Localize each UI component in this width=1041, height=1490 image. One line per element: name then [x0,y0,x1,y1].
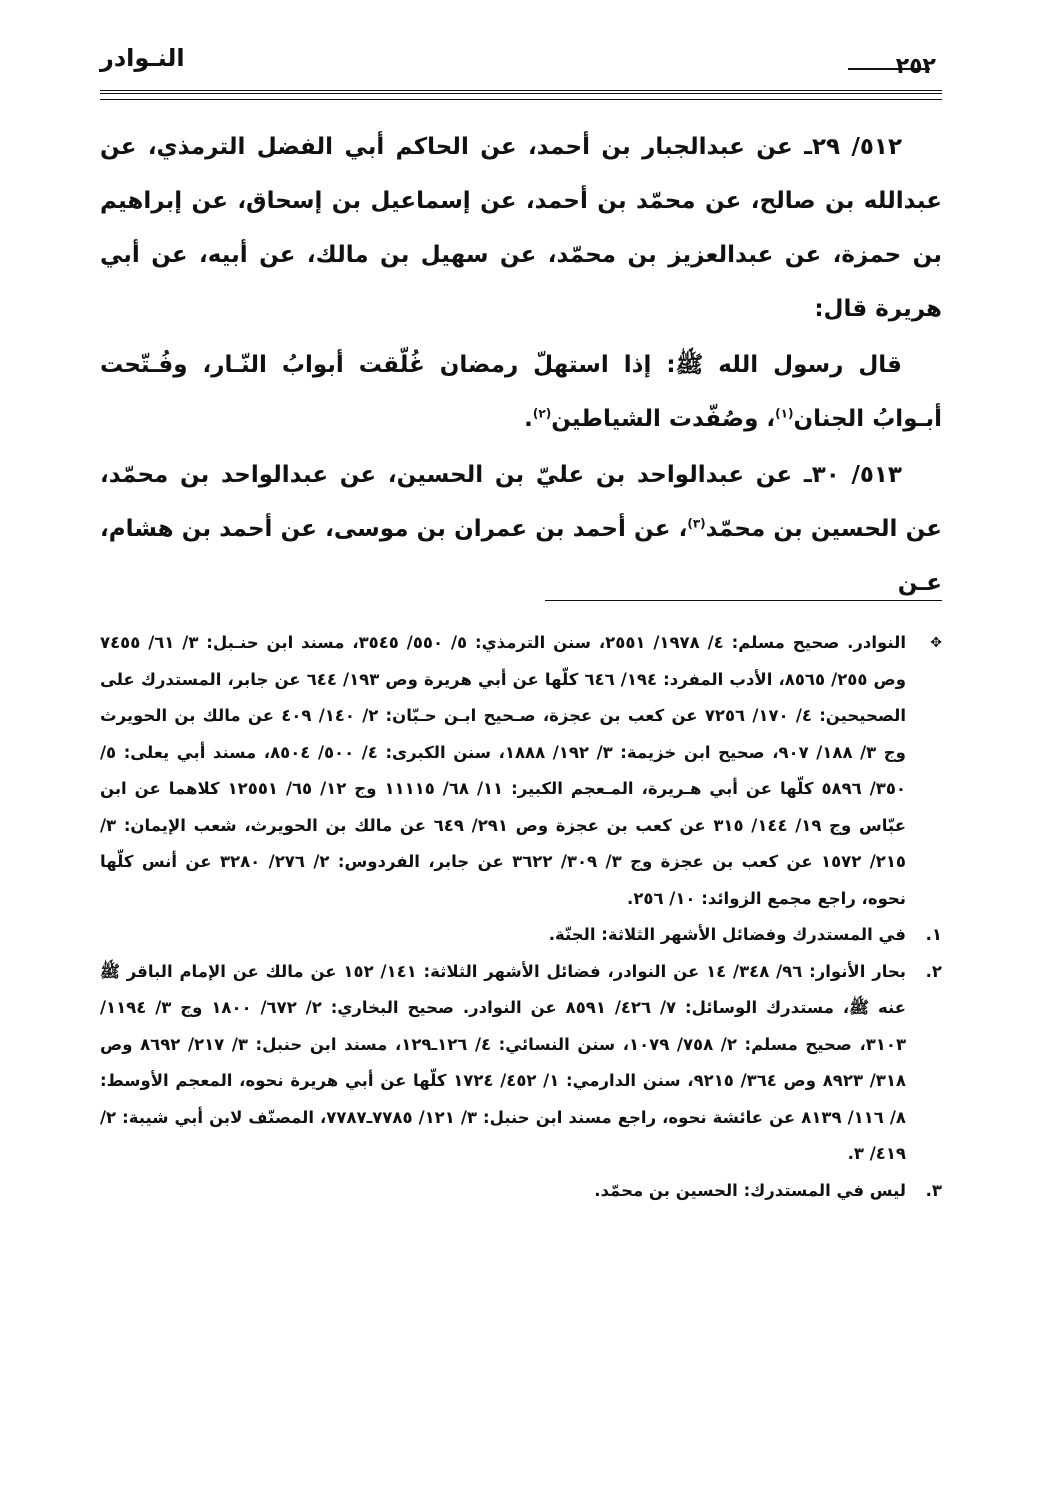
footnote-3-text: ليس في المستدرك: الحسين بن محمّد. [594,1180,906,1200]
footnotes [100,625,942,1209]
main-text [100,120,942,610]
hadith-512-matn [100,338,942,446]
footnote-ref-2[interactable]: (٢) [532,406,552,421]
running-header [100,40,942,100]
hadith-512-text: ٥١٢/ ٢٩ـ عن عبدالجبار بن أحمد، عن الحاكم أبي الفضل الترمذي، عن عبدالله بن صالح، عن محمّد بن أحمد، عن إسماعيل بن إسحاق، عن إبراهيم بن حمزة، عن عبدالعزيز بن محمّد، عن سهيل بن مالك، عن أبيه، عن أبي هريرة قال: [100,134,942,322]
hadith-512-matn-end: . [524,406,533,432]
footnote-source-marker: ✥ [930,635,942,651]
header-rule-thin [100,99,942,100]
hadith-513-text: ٥١٣/ ٣٠ـ عن عبدالواحد بن عليّ بن الحسين، عن عبدالواحد بن محمّد، عن الحسين بن محمّد [100,462,943,542]
header-rule [100,90,942,96]
footnote-1-marker: ١. [925,925,942,944]
footnote-1 [100,917,942,954]
footnote-3 [100,1173,942,1210]
footnote-2-marker: ٢. [925,961,942,981]
page-number: ٢٥٢ [895,54,936,79]
footnote-3-marker: ٣. [925,1180,942,1200]
footnote-source-text: النوادر. صحيح مسلم: ٤/ ١٩٧٨/ ٢٥٥١، سنن الترمذي: ٥/ ٥٥٠/ ٣٥٤٥، مسند ابن حنـبل: ٣/ ٦١/ ٧٤٥٥ وص ٢٥٥/ ٨٥٦٥، الأدب المفرد: ١٩٤/ ٦٤٦ كلّها عن أبي هريرة وص ١٩٣/ ٦٤٤ عن جابر، المستدرك على الصحيحين: ٤/ ١٧٠/ ٧٢٥٦ عن كعب بن عجزة، صـحيح ابـن حـبّان: ٢/ ١٤٠/ ٤٠٩ عن مالك بن الحويرث وج ٣/ ١٨٨/ ٩٠٧، صحيح ابن خزيمة: ٣/ ١٩٢/ ١٨٨٨، سنن الكبرى: ٤/ ٥٠٠/ ٨٥٠٤، مسند أبي يعلى: ٥/ ٣٥٠/ ٥٨٩٦ كلّها عن أبي هـريرة، المـعجم الكبير: ١١/ ٦٨/ ١١١١٥ وج ١٢/ ٦٥/ ١٢٥٥١ كلاهما عن ابن عبّاس وج ١٩/ ١٤٤/ ٣١٥ عن كعب بن عجزة وص ٢٩١/ ٦٤٩ عن مالك بن الحويرث، شعب الإيمان: ٣/ ٢١٥/ ١٥٧٢ عن كعب بن عجزة وج ٣/ ٣٠٩/ ٣٦٢٢ عن جابر، الفردوس: ٢/ ٢٧٦/ ٣٢٨٠ عن أنس كلّها نحوه، راجع مجمع الزوائد: ١٠/ ٢٥٦. [100,633,907,908]
footnote-ref-3[interactable]: (٣) [687,516,706,531]
hadith-512-matn-text-2: ، وصُفّدت الشياطين [551,406,776,432]
hadith-513 [100,448,942,610]
footnote-1-text: في المستدرك وفضائل الأشهر الثلاثة: الجنّة. [548,925,906,944]
header-title: النـوادر [100,44,185,72]
footnote-2 [100,954,942,1173]
hadith-512 [100,120,942,336]
header-ornament-line [848,68,930,70]
footnote-2-text: بحار الأنوار: ٩٦/ ٣٤٨/ ١٤ عن النوادر، فضائل الأشهر الثلاثة: ١٤١/ ١٥٢ عن مالك عن الإمام الباقر ﷺ عنه ﷺ، مستدرك الوسائل: ٧/ ٤٢٦/ ٨٥٩١ عن النوادر. صحيح البخاري: ٢/ ٦٧٢/ ١٨٠٠ وج ٣/ ١١٩٤/ ٣١٠٣، صحيح مسلم: ٢/ ٧٥٨/ ١٠٧٩، سنن النسائي: ٤/ ١٢٦ـ١٢٩، مسند ابن حنبل: ٣/ ٢١٧/ ٨٦٩٢ وص ٣١٨/ ٨٩٢٣ وص ٣٦٤/ ٩٢١٥، سنن الدارمي: ١/ ٤٥٢/ ١٧٢٤ كلّها عن أبي هريرة نحوه، المعجم الأوسط: ٨/ ١١٦/ ٨١٣٩ عن عائشة نحوه، راجع مسند ابن حنبل: ٣/ ١٢١/ ٧٧٨٥ـ٧٧٨٧، المصنّف لابن أبي شيبة: ٢/ ٤١٩/ ٣. [100,961,907,1163]
footnote-separator [545,600,942,601]
footnote-source [100,625,942,917]
footnote-ref-1[interactable]: (١) [775,406,794,421]
hadith-512-matn-text: قال رسول الله ﷺ: إذا استهلّ رمضان غُلّقت أبوابُ النّـار، وفُـتّحت أبـوابُ الجنان [100,352,942,432]
hadith-513-text-2: ، عن أحمد بن عمران بن موسى، عن أحمد بن هشام، عـن [100,516,942,596]
